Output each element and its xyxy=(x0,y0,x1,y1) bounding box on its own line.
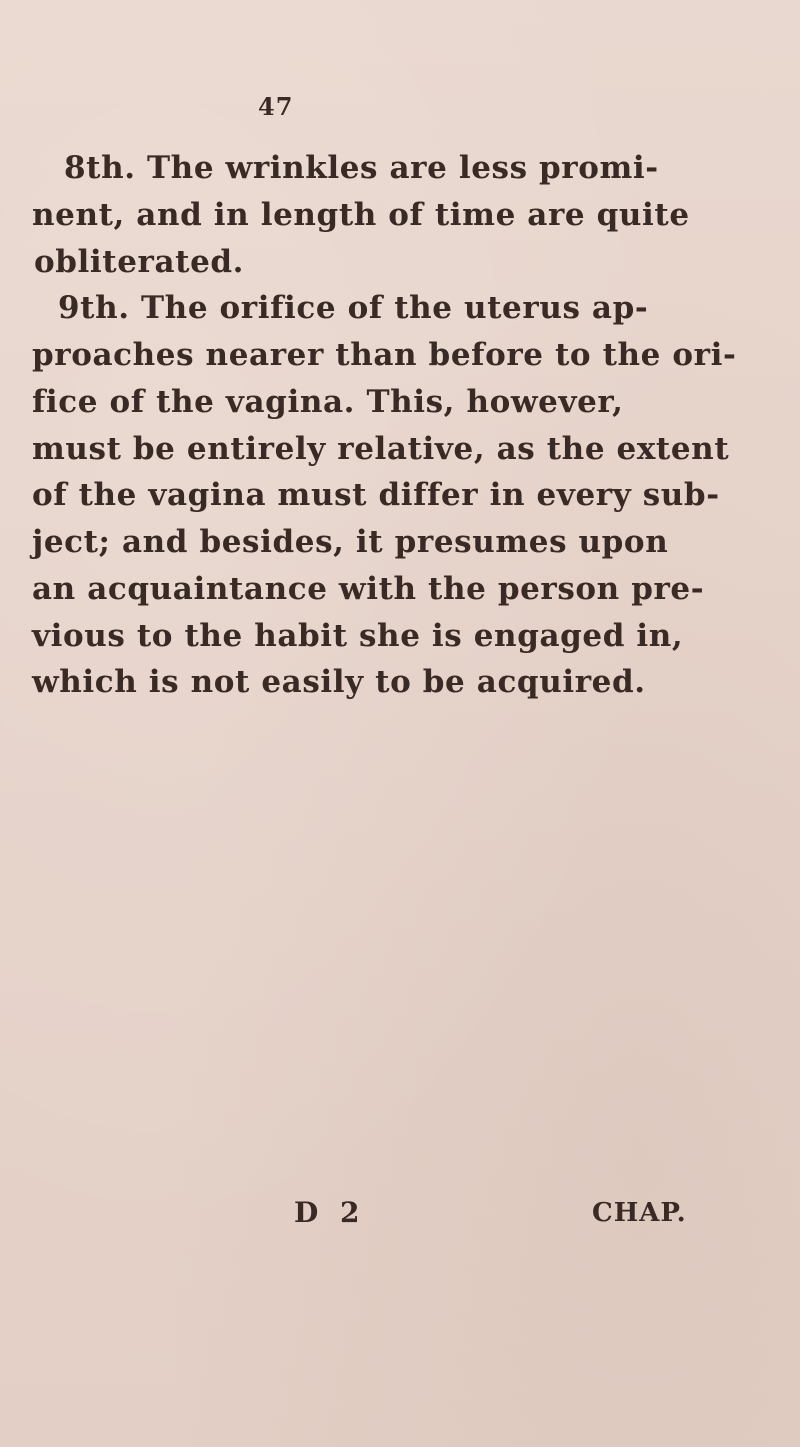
text-line: vious to the habit she is engaged in, xyxy=(32,618,684,654)
text-line: must be entirely relative, as the extent xyxy=(32,431,730,467)
text-line: which is not easily to be acquired. xyxy=(32,664,646,700)
text-line: ject; and besides, it presumes upon xyxy=(32,524,669,560)
text-line: nent, and in length of time are quite xyxy=(32,197,690,233)
text-line: proaches nearer than before to the ori- xyxy=(32,337,737,373)
text-line: of the vagina must differ in every sub- xyxy=(32,477,720,513)
signature-mark: D 2 xyxy=(294,1196,366,1229)
text-line: 8th. The wrinkles are less promi- xyxy=(64,150,659,186)
text-line: fice of the vagina. This, however, xyxy=(32,384,624,420)
text-line: obliterated. xyxy=(34,244,245,280)
page-number: 47 xyxy=(258,92,294,121)
page-footer xyxy=(0,1196,800,1236)
text-line: 9th. The orifice of the uterus ap- xyxy=(58,290,649,326)
catchword: CHAP. xyxy=(592,1198,687,1228)
text-line: an acquaintance with the person pre- xyxy=(32,571,705,607)
